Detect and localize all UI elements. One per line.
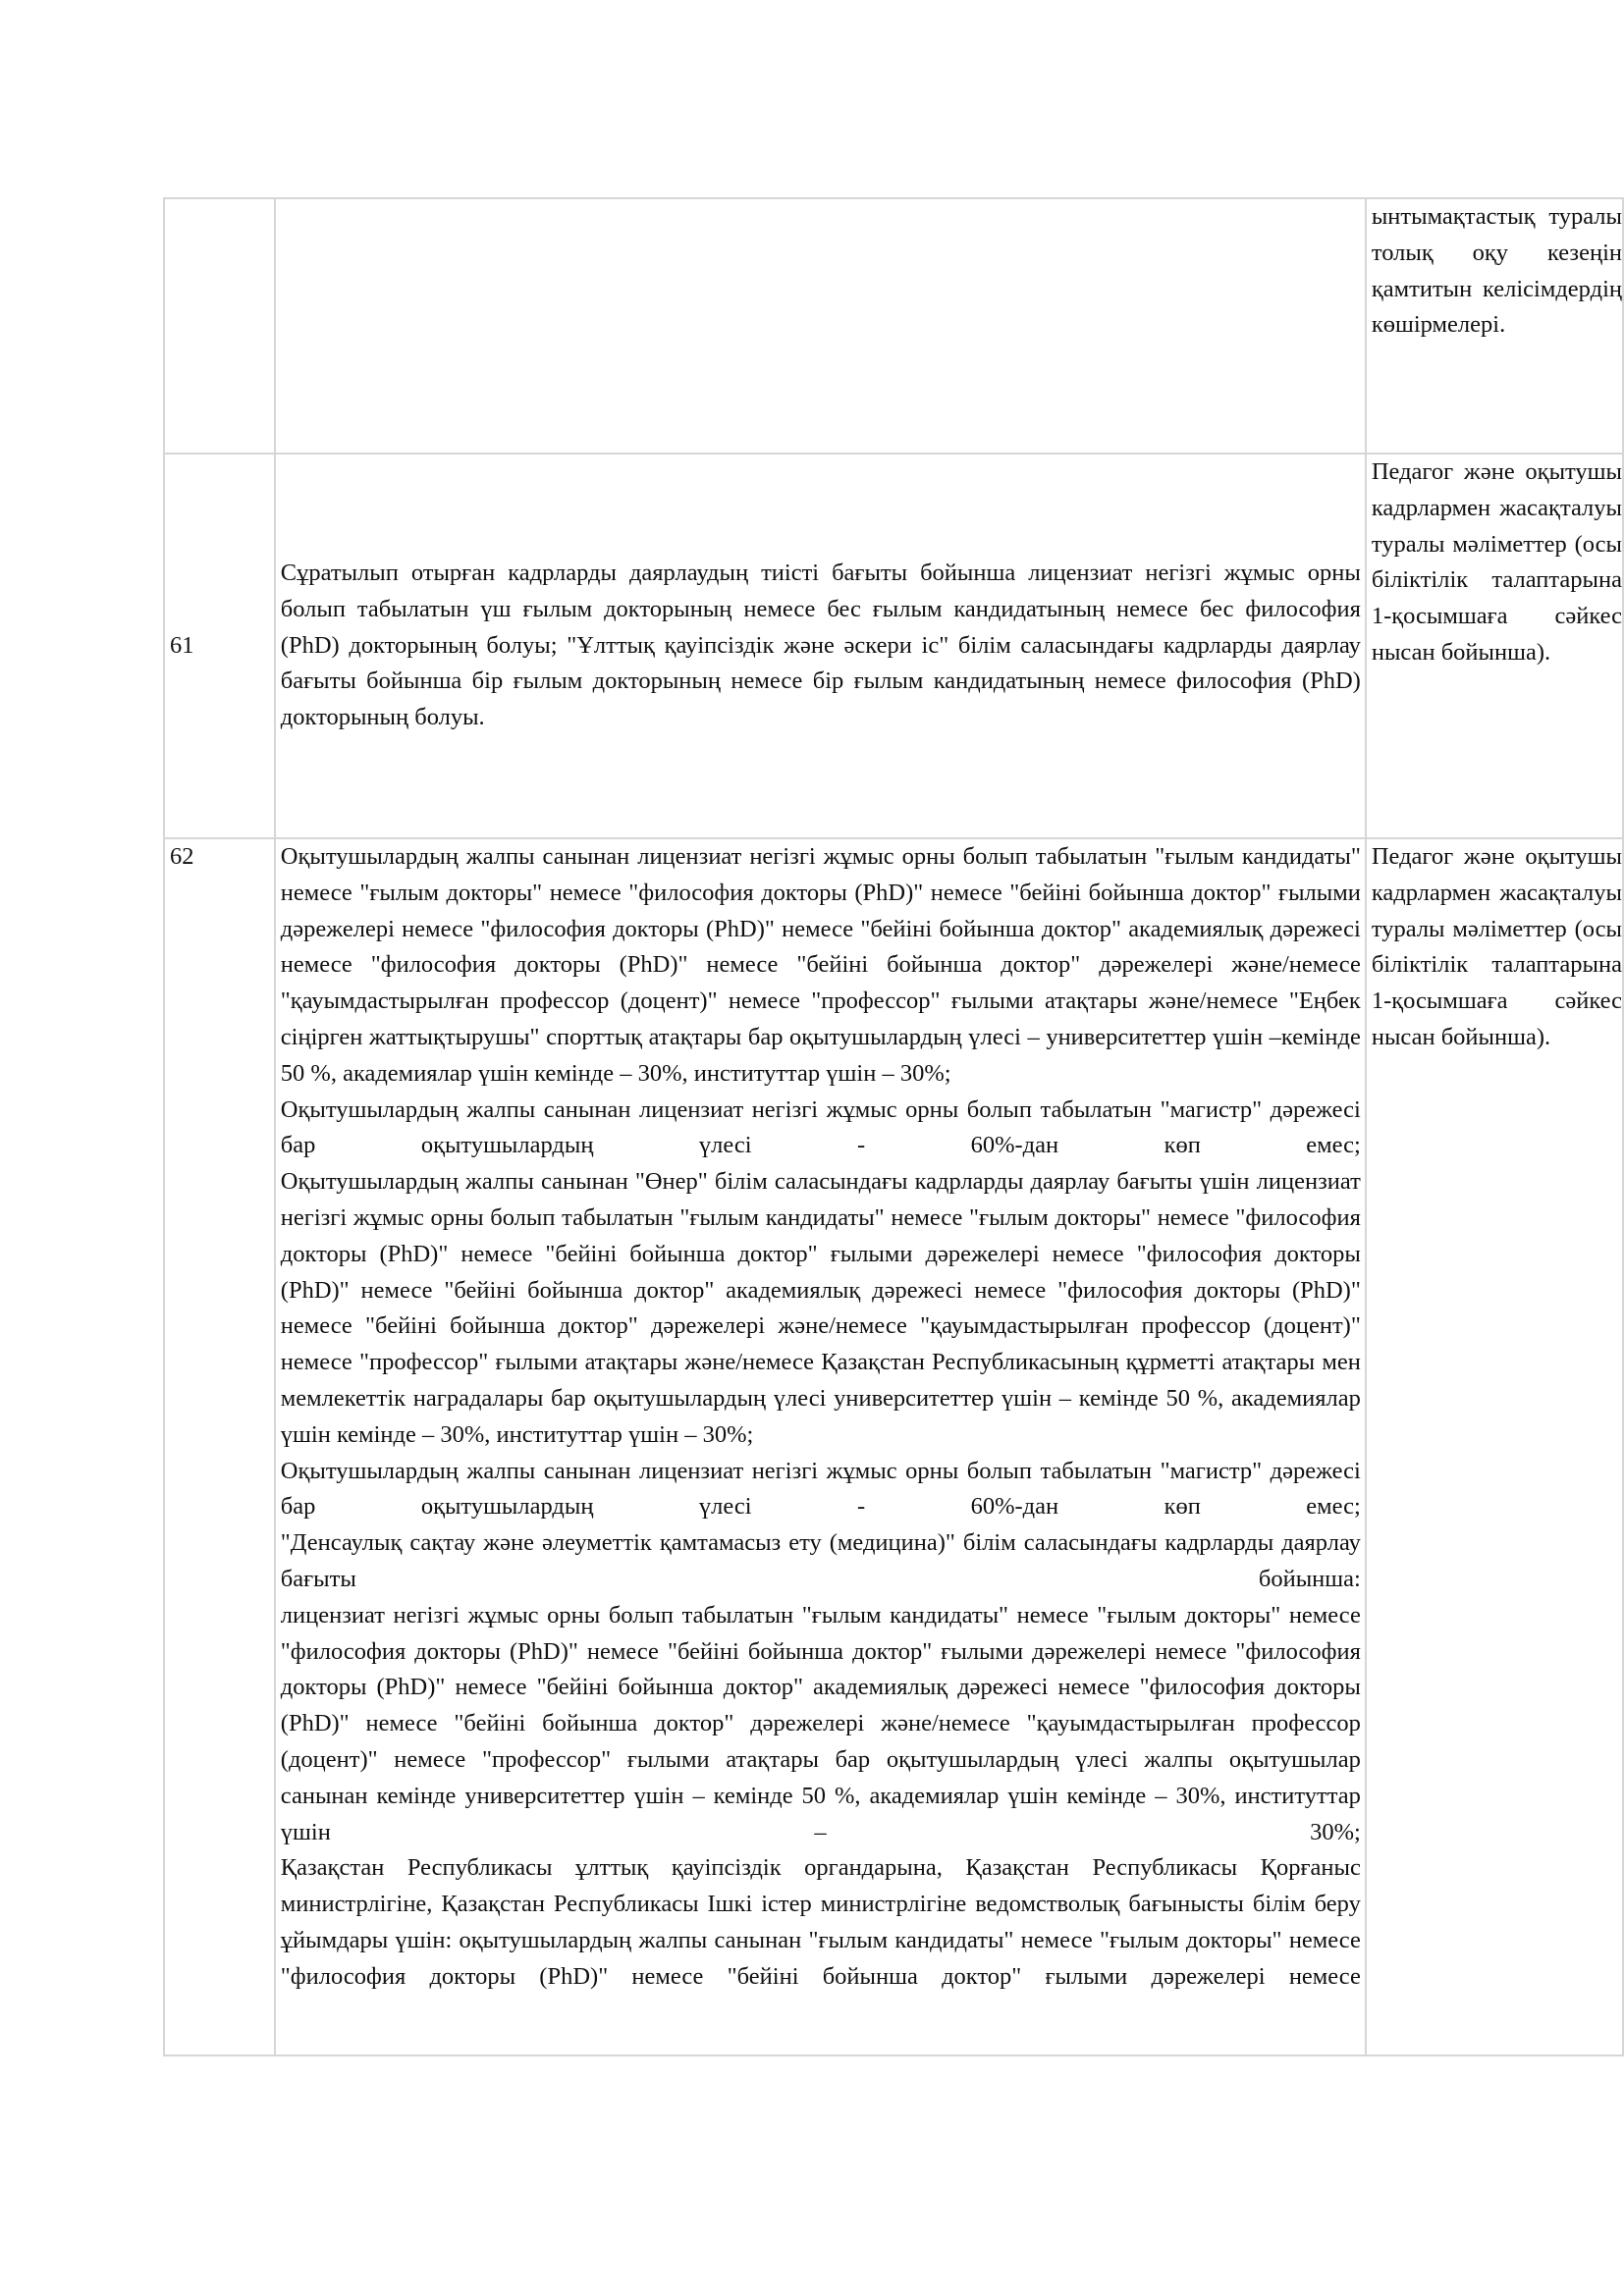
requirements-table <box>163 197 1624 2056</box>
table-row <box>164 198 1623 454</box>
documents-text: Педагог және оқытушы кадрлармен жасақталуы туралы мәліметтер (осы біліктілік талаптарына 1-қосымшаға сәйкес нысан бойынша). <box>1371 843 1622 1050</box>
row-number-cell: 61 <box>164 454 275 838</box>
requirement-paragraph: Сұратылып отырған кадрларды даярлаудың тиісті бағыты бойынша лицензиат негізгі жұмыс орны болып табылатын үш ғылым докторының немесе бес ғылым кандидатының немесе бес философия (PhD) докторының болуы; "Ұлттық қауіпсіздік және әскери іс" білім саласындағы кадрларды даярлау бағыты бойынша бір ғылым докторының немесе бір ғылым кандидатының немесе философия (PhD) докторының болуы. <box>280 560 1361 731</box>
requirement-paragraph: Қазақстан Республикасы ұлттық қауіпсіздік органдарына, Қазақстан Республикасы Қорғаныс министрлігіне, Қазақстан Республикасы Ішкі істер министрлігіне ведомстволық бағынысты білім беру ұйымдары үшін: оқытушылардың жалпы санынан "ғылым кандидаты" немесе "ғылым докторы" немесе "философия докторы (PhD)" немесе "бейіні бойынша доктор" ғылыми дәрежелері немесе <box>280 1854 1361 1990</box>
requirement-paragraph: Оқытушылардың жалпы санынан "Өнер" білім саласындағы кадрларды даярлау бағыты үшін лицензиат негізгі жұмыс орны болып табылатын "ғылым кандидаты" немесе "ғылым докторы" немесе "философия докторы (PhD)" немесе "бейіні бойынша доктор" ғылыми дәрежелері немесе "философия докторы (PhD)" немесе "бейіні бойынша доктор" академиялық дәрежесі немесе "философия докторы (PhD)" немесе "бейіні бойынша доктор" дәрежелері және/немесе "қауымдастырылған профессор (доцент)" немесе "профессор" ғылыми атақтары және/немесе Қазақстан Республикасының құрметті атақтары мен мемлекеттік наградалары бар оқытушылардың үлесі университеттер үшін – кемінде 50 %, академиялар үшін кемінде – 30%, институттар үшін – 30%; <box>280 1168 1361 1448</box>
documents-text: Педагог және оқытушы кадрлармен жасақталуы туралы мәліметтер (осы біліктілік талаптарына 1-қосымшаға сәйкес нысан бойынша). <box>1371 458 1622 666</box>
requirement-cell <box>275 454 1366 838</box>
documents-cell <box>1366 198 1623 454</box>
requirement-paragraph: Оқытушылардың жалпы санынан лицензиат негізгі жұмыс орны болып табылатын "ғылым кандидаты" немесе "ғылым докторы" немесе "философия докторы (PhD)" немесе "бейіні бойынша доктор" ғылыми дәрежелері немесе "философия докторы (PhD)" немесе "бейіні бойынша доктор" академиялық дәрежесі немесе "философия докторы (PhD)" немесе "бейіні бойынша доктор" дәрежелері және/немесе "қауымдастырылған профессор (доцент)" немесе "профессор" ғылыми атақтары және/немесе "Еңбек сіңірген жаттықтырушы" спорттық атақтары бар оқытушылардың үлесі – университеттер үшін –кемінде 50 %, академиялар үшін кемінде – 30%, институттар үшін – 30%; <box>280 843 1361 1087</box>
table-row <box>164 838 1623 2056</box>
row-number-cell <box>164 198 275 454</box>
row-number-cell: 62 <box>164 838 275 2056</box>
requirement-cell <box>275 198 1366 454</box>
requirement-paragraph: Оқытушылардың жалпы санынан лицензиат негізгі жұмыс орны болып табылатын "магистр" дәрежесі бар оқытушылардың үлесі - 60%-дан көп емес; <box>280 1095 1361 1159</box>
documents-text: ынтымақтастық туралы толық оқу кезеңін қамтитын келісімдердің көшірмелері. <box>1371 203 1622 339</box>
table-row <box>164 454 1623 838</box>
requirement-paragraph: лицензиат негізгі жұмыс орны болып табылатын "ғылым кандидаты" немесе "ғылым докторы" немесе "философия докторы (PhD)" немесе "бейіні бойынша доктор" ғылыми дәрежелері немесе "философия докторы (PhD)" немесе "бейіні бойынша доктор" академиялық дәрежесі немесе "философия докторы (PhD)" немесе "бейіні бойынша доктор" дәрежелері және/немесе "қауымдастырылған профессор (доцент)" немесе "профессор" ғылыми атақтары бар оқытушылардың үлесі жалпы оқытушылар санынан кемінде университеттер үшін – кемінде 50 %, академиялар үшін кемінде – 30%, институттар үшін – 30%; <box>280 1601 1361 1845</box>
requirement-paragraph: "Денсаулық сақтау және әлеуметтік қамтамасыз ету (медицина)" білім саласындағы кадрларды даярлау бағыты бойынша: <box>280 1529 1361 1592</box>
documents-cell <box>1366 838 1623 2056</box>
requirement-paragraph: Оқытушылардың жалпы санынан лицензиат негізгі жұмыс орны болып табылатын "магистр" дәрежесі бар оқытушылардың үлесі - 60%-дан көп емес; <box>280 1457 1361 1521</box>
requirement-cell <box>275 838 1366 2056</box>
documents-cell <box>1366 454 1623 838</box>
